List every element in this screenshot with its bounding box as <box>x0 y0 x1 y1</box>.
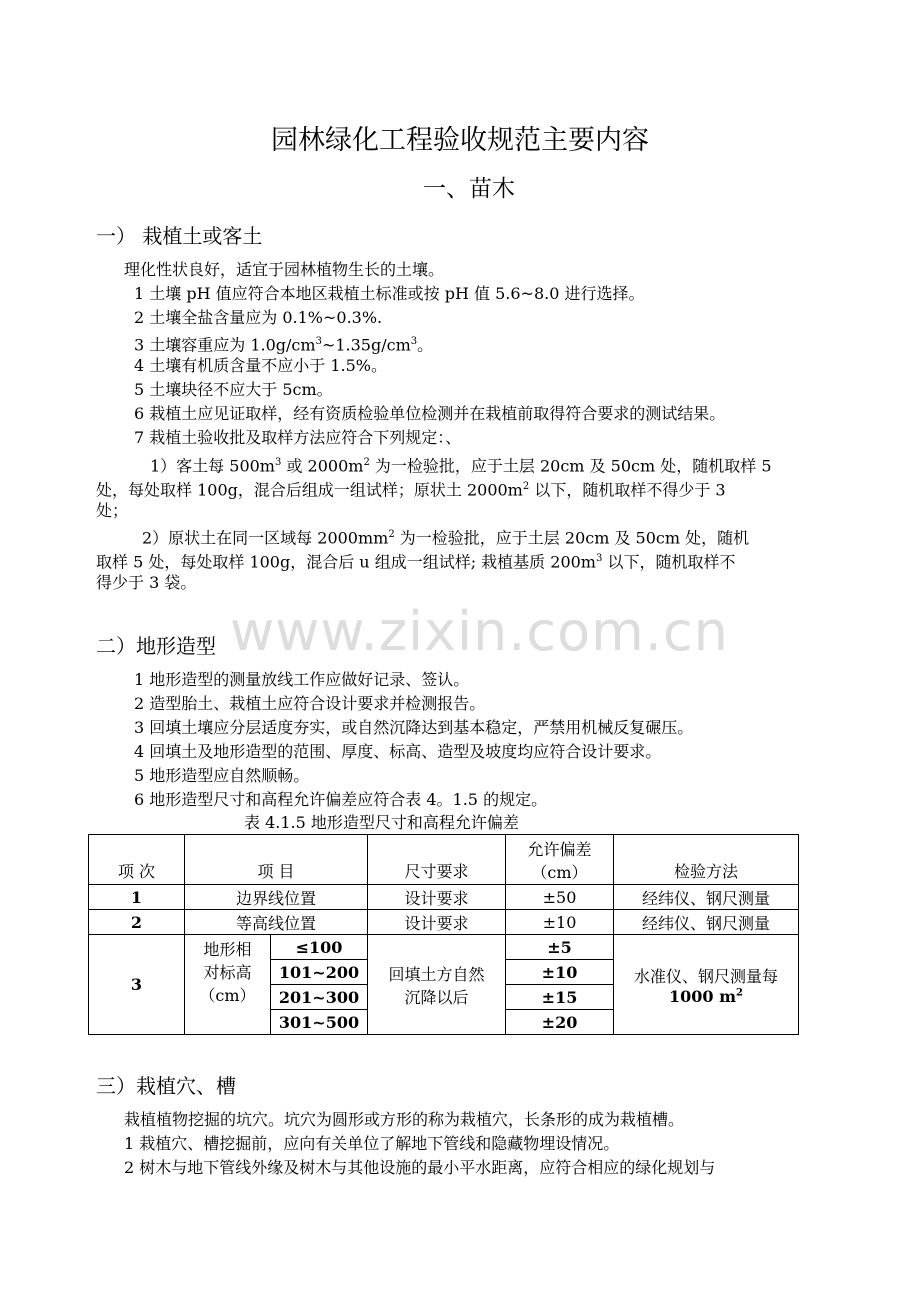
soil-item-4: 4 土壤有机质含量不应小于 1.5%。 <box>134 356 388 375</box>
table-row: 201~300 ±15 <box>89 985 799 1010</box>
pits-item-2: 2 树木与地下管线外缘及树木与其他设施的最小平水距离，应符合相应的绿化规划与 <box>124 1158 716 1177</box>
table-row: 2 等高线位置 设计要求 ±10 经纬仪、钢尺测量 <box>89 910 799 935</box>
tolerance-table <box>88 834 799 1035</box>
header-method: 检验方法 <box>614 835 799 885</box>
table-row: 301~500 ±20 <box>89 1010 799 1035</box>
soil-intro: 理化性状良好，适宜于园林植物生长的土壤。 <box>124 260 445 279</box>
pits-item-1: 1 栽植穴、槽挖掘前，应向有关单位了解地下管线和隐藏物埋设情况。 <box>124 1134 620 1153</box>
soil-item-2: 2 土壤全盐含量应为 0.1%~0.3%. <box>134 308 383 327</box>
relative-elevation-label: 地形相 对标高 （cm） <box>185 935 271 1035</box>
soil-item-1: 1 土壤 pH 值应符合本地区栽植土标准或按 pH 值 5.6~8.0 进行选择。 <box>134 284 645 303</box>
soil-item-6: 6 栽植土应见证取样，经有资质检验单位检测并在栽植前取得符合要求的测试结果。 <box>134 404 726 423</box>
leveling-method: 水准仪、钢尺测量每 1000 $m^2$ <box>614 935 799 1035</box>
terrain-item-3: 3 回填土壤应分层适度夯实，或自然沉降达到基本稳定，严禁用机械反复碾压。 <box>134 718 694 737</box>
header-no: 项 次 <box>89 835 185 885</box>
watermark: www.zixin.com.cn <box>230 600 729 663</box>
subsection-heading-soil: 一） 栽植土或客土 <box>96 224 263 248</box>
terrain-item-2: 2 造型胎土、栽植土应符合设计要求并检测报告。 <box>134 694 486 713</box>
soil-item-7: 7 栽植土验收批及取样方法应符合下列规定：、 <box>134 428 462 447</box>
terrain-item-1: 1 地形造型的测量放线工作应做好记录、签认。 <box>134 670 470 689</box>
sampling-rule-1-line-3: 处； <box>96 501 129 520</box>
table-row: 1 边界线位置 设计要求 ±50 经纬仪、钢尺测量 <box>89 885 799 910</box>
table-caption: 表 4.1.5 地形造型尺寸和高程允许偏差 <box>244 813 519 832</box>
backfill-requirement: 回填土方自然 沉降以后 <box>368 935 506 1035</box>
table-row: 3 地形相 对标高 （cm） ≤100 回填土方自然 沉降以后 ±5 水准仪、钢尺测量每 1000 $m^2$ <box>89 935 799 960</box>
header-size: 尺寸要求 <box>368 835 506 885</box>
soil-item-5: 5 土壤块径不应大于 5cm。 <box>134 380 333 399</box>
sampling-rule-1-line-1: 1）客土每 $500m^3$ 或 $2000m^2$ 为一检验批，应于土层 20cm 及 50cm 处，随机取样 5 <box>150 456 772 476</box>
pits-intro: 栽植植物挖掘的坑穴。坑穴为圆形或方形的称为栽植穴，长条形的成为栽植槽。 <box>124 1110 685 1129</box>
sampling-rule-2-line-1: 2）原状土在同一区域每 $2000mm^2$ 为一检验批，应于土层 20cm 及 50cm 处，随机 <box>142 528 750 548</box>
header-item: 项 目 <box>185 835 368 885</box>
table-row: 101~200 ±10 <box>89 960 799 985</box>
sampling-rule-2-line-3: 得少于 3 袋。 <box>96 573 197 592</box>
terrain-item-5: 5 地形造型应自然顺畅。 <box>134 766 310 785</box>
document-title: 园林绿化工程验收规范主要内容 <box>271 125 649 156</box>
section-heading-seedlings: 一、苗木 <box>423 176 515 202</box>
soil-item-3: 3 土壤容重应为 $1.0g/cm^3\sim 1.35g/cm^3$。 <box>134 335 434 355</box>
sampling-rule-1-line-2: 处，每处取样 100g，混合后组成一组试样；原状土 $2000m^2$ 以下，随机取样不得少于 3 <box>96 480 726 500</box>
subsection-heading-planting-pits: 三）栽植穴、槽 <box>96 1074 236 1098</box>
table-header-row <box>89 835 799 885</box>
header-deviation: 允许偏差 （cm） <box>506 835 614 885</box>
subsection-heading-terrain: 二）地形造型 <box>96 634 216 658</box>
sampling-rule-2-line-2: 取样 5 处，每处取样 100g，混合后 u 组成一组试样; 栽植基质 $200m^3$ 以下，随机取样不 <box>96 552 736 572</box>
terrain-item-6: 6 地形造型尺寸和高程允许偏差应符合表 4。1.5 的规定。 <box>134 790 548 809</box>
terrain-item-4: 4 回填土及地形造型的范围、厚度、标高、造型及坡度均应符合设计要求。 <box>134 742 662 761</box>
